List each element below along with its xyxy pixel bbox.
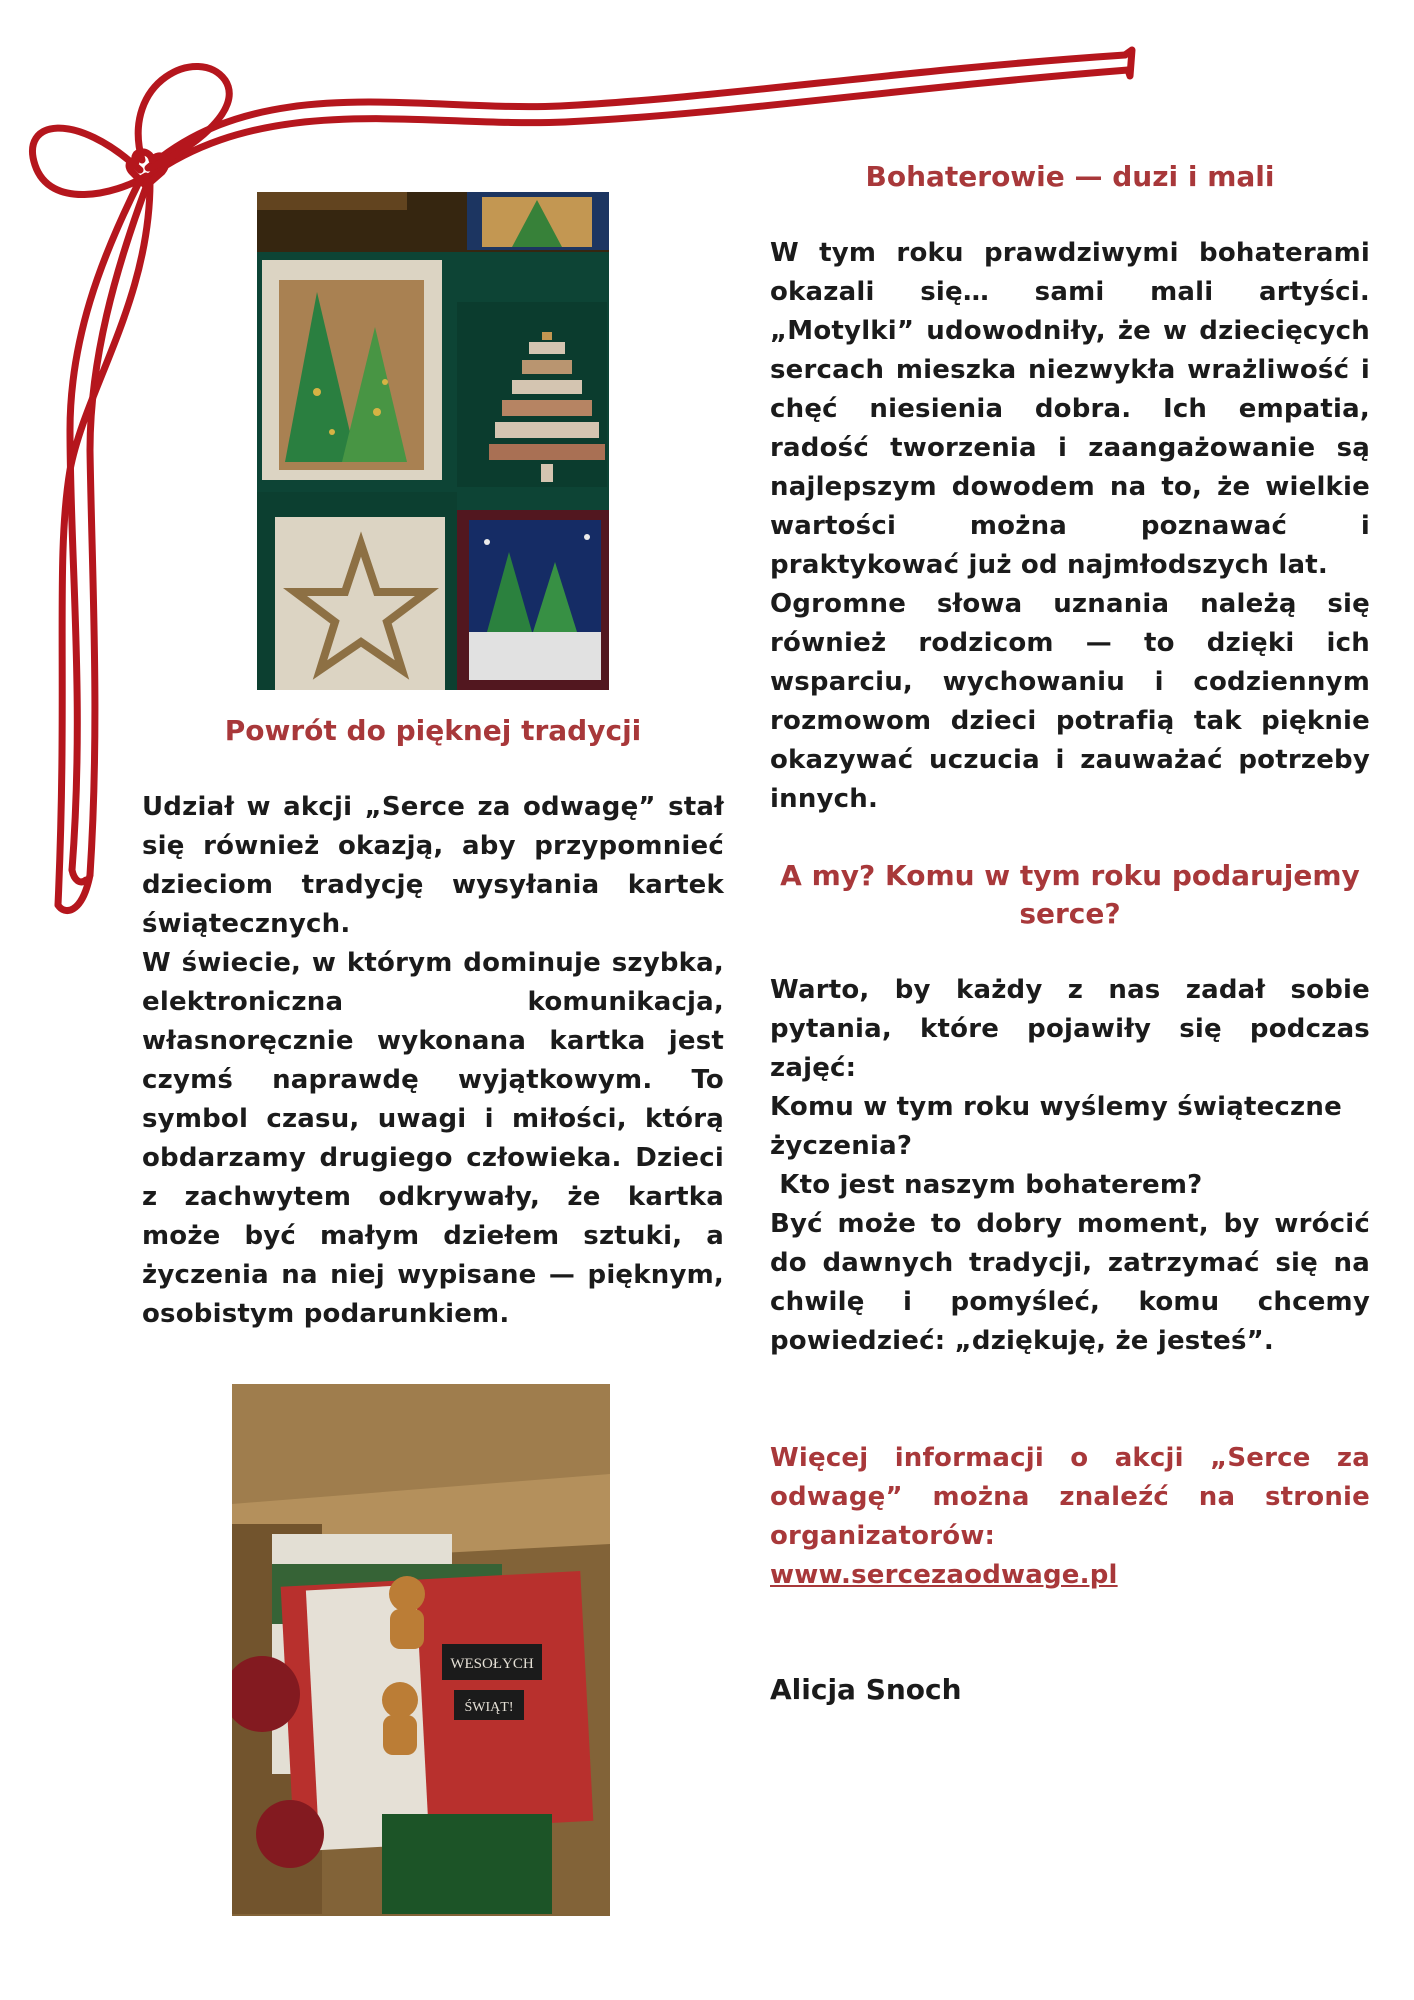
section-heading-who-gets-heart: A my? Komu w tym roku podarujemy serce? — [780, 859, 1360, 930]
christmas-cards-photo — [257, 192, 609, 690]
organizer-website-link[interactable]: www.sercezaodwage.pl — [770, 1560, 1118, 1590]
paragraph-heroes: W tym roku prawdziwymi bohaterami okazali się… sami mali artyści. „Motylki” udowodniły, że w dziecięcych sercach mieszka niezwykła wrażliwość i chęć niesienia dobra. Ich empatia, radość tworzenia i zaangażowanie są najlepszym dowodem na to, że wielkie wartości można poznawać i praktykować już od najmłodszych lat. — [770, 238, 1370, 580]
section-heading-tradition: Powrót do pięknej tradycji — [224, 714, 642, 747]
paragraph-tradition-body: W świecie, w którym dominuje szybka, elektroniczna komunikacja, własnoręcznie wykonana kartka jest czymś naprawdę wyjątkowym. To symbol czasu, uwagi i miłości, którą obdarzamy drugiego człowieka. Dzieci z zachwytem odkrywały, że kartka może być małym dziełem sztuki, a życzenia na niej wypisane — pięknym, osobistym podarunkiem. — [142, 948, 724, 1329]
question-wishes: Komu w tym roku wyślemy świąteczne życzenia? — [770, 1092, 1342, 1161]
paragraph-thanks: Być może to dobry moment, by wrócić do dawnych tradycji, zatrzymać się na chwilę i pomyśleć, komu chcemy powiedzieć: „dziękuję, że jesteś”. — [770, 1209, 1370, 1356]
right-column — [770, 158, 1370, 1706]
question-hero: Kto jest naszym bohaterem? — [770, 1170, 1203, 1200]
author-name: Alicja Snoch — [770, 1673, 962, 1706]
paragraph-more-info: Więcej informacji o akcji „Serce za odwagę” można znaleźć na stronie organizatorów: — [770, 1443, 1370, 1551]
paragraph-tradition-intro: Udział w akcji „Serce za odwagę” stał się również okazją, aby przypomnieć dzieciom tradycję wysyłania kartek świątecznych. — [142, 792, 724, 939]
card-wesolych-text: WESOŁYCH — [450, 1656, 534, 1672]
section-heading-heroes: Bohaterowie — duzi i mali — [865, 160, 1275, 193]
left-column — [142, 712, 724, 1334]
paragraph-questions-intro: Warto, by każdy z nas zadał sobie pytania, które pojawiły się podczas zajęć: — [770, 975, 1370, 1083]
paragraph-parents: Ogromne słowa uznania należą się również rodzicom — to dzięki ich wsparciu, wychowaniu i codziennym rozmowom dzieci potrafią tak pięknie okazywać uczucia i zauważać potrzeby innych. — [770, 589, 1370, 814]
gingerbread-cards-photo — [232, 1384, 610, 1916]
card-swiat-text: ŚWIĄT! — [464, 1700, 514, 1715]
